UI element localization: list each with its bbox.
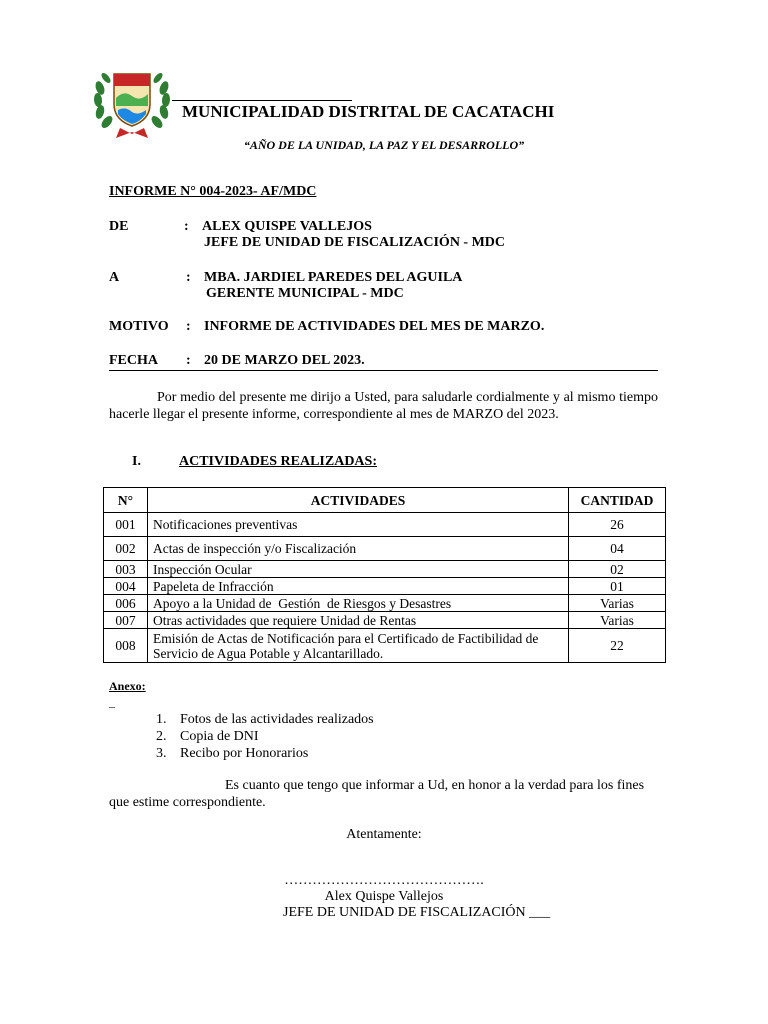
signer-title: JEFE DE UNIDAD DE FISCALIZACIÓN ___ <box>283 905 551 920</box>
col-header-number: N° <box>104 488 148 513</box>
motivo-colon: : <box>186 319 191 334</box>
fecha-value: 20 DE MARZO DEL 2023. <box>204 353 365 368</box>
section-title: ACTIVIDADES REALIZADAS: <box>179 454 377 469</box>
row-activity: Actas de inspección y/o Fiscalización <box>148 537 569 561</box>
row-activity: Emisión de Actas de Notificación para el Certificado de Factibilidad de Servicio de Agua Potable y Alcantarillado. <box>148 629 569 663</box>
motivo-value: INFORME DE ACTIVIDADES DEL MES DE MARZO. <box>204 319 545 334</box>
table-row <box>104 561 666 578</box>
row-quantity: 02 <box>569 561 666 578</box>
de-title: JEFE DE UNIDAD DE FISCALIZACIÓN - MDC <box>204 235 506 250</box>
closing-text: Es cuanto que tengo que informar a Ud, en honor a la verdad para los fines que estime correspondiente. <box>109 778 645 810</box>
row-quantity: 22 <box>569 629 666 663</box>
row-number: 008 <box>104 629 148 663</box>
de-label: DE <box>109 219 129 234</box>
annex-list <box>156 711 374 762</box>
a-label: A <box>109 270 120 285</box>
row-quantity: Varias <box>569 612 666 629</box>
report-number: INFORME N° 004-2023- AF/MDC <box>109 184 317 199</box>
a-colon: : <box>186 270 191 285</box>
col-header-quantity: CANTIDAD <box>569 488 666 513</box>
organization-name: MUNICIPALIDAD DISTRITAL DE CACATACHI <box>182 102 555 121</box>
row-number: 003 <box>104 561 148 578</box>
header-divider <box>109 370 658 371</box>
intro-paragraph <box>109 389 658 423</box>
table-row <box>104 578 666 595</box>
fecha-colon: : <box>186 353 191 368</box>
list-item-text: Recibo por Honorarios <box>180 746 309 761</box>
row-activity: Otras actividades que requiere Unidad de Rentas <box>148 612 569 629</box>
row-activity: Apoyo a la Unidad de Gestión de Riesgos y Desastres <box>148 595 569 612</box>
list-item-number: 3. <box>156 746 167 761</box>
row-quantity: 04 <box>569 537 666 561</box>
motivo-label: MOTIVO <box>109 319 169 334</box>
table-row <box>104 612 666 629</box>
row-activity: Inspección Ocular <box>148 561 569 578</box>
table-header-row <box>104 488 666 513</box>
row-number: 001 <box>104 513 148 537</box>
col-header-activities: ACTIVIDADES <box>148 488 569 513</box>
closing-paragraph <box>109 777 658 811</box>
annex-title: Anexo: <box>109 679 146 693</box>
de-colon: : <box>184 219 189 234</box>
row-quantity: 26 <box>569 513 666 537</box>
list-item <box>156 728 374 745</box>
a-title: GERENTE MUNICIPAL - MDC <box>206 286 404 301</box>
fecha-label: FECHA <box>109 353 158 368</box>
header-rule <box>172 100 352 101</box>
signature-line: ……………………………………. <box>284 873 484 888</box>
row-quantity: Varias <box>569 595 666 612</box>
table-row <box>104 513 666 537</box>
row-number: 002 <box>104 537 148 561</box>
row-activity: Papeleta de Infracción <box>148 578 569 595</box>
activities-table <box>103 487 666 663</box>
list-item-text: Fotos de las actividades realizados <box>180 712 374 727</box>
year-motto: “AÑO DE LA UNIDAD, LA PAZ Y EL DESARROLLO” <box>243 138 525 152</box>
a-name: MBA. JARDIEL PAREDES DEL AGUILA <box>204 270 463 285</box>
regards: Atentamente: <box>346 827 422 842</box>
signer-name: Alex Quispe Vallejos <box>324 889 444 904</box>
intro-text: Por medio del presente me dirijo a Usted, para saludarle cordialmente y al mismo tiempo hacerle llegar el presente informe, correspondiente al mes de MARZO del 2023. <box>109 390 658 422</box>
list-item-number: 2. <box>156 729 167 744</box>
de-name: ALEX QUISPE VALLEJOS <box>202 219 372 234</box>
annex-dash: _ <box>109 695 115 709</box>
row-number: 004 <box>104 578 148 595</box>
row-quantity: 01 <box>569 578 666 595</box>
row-number: 006 <box>104 595 148 612</box>
list-item-number: 1. <box>156 712 167 727</box>
table-row <box>104 629 666 663</box>
municipal-crest-logo <box>92 68 172 140</box>
table-row <box>104 537 666 561</box>
list-item <box>156 745 374 762</box>
list-item-text: Copia de DNI <box>180 729 259 744</box>
table-row <box>104 595 666 612</box>
row-activity: Notificaciones preventivas <box>148 513 569 537</box>
row-number: 007 <box>104 612 148 629</box>
list-item <box>156 711 374 728</box>
section-number: I. <box>132 454 141 469</box>
